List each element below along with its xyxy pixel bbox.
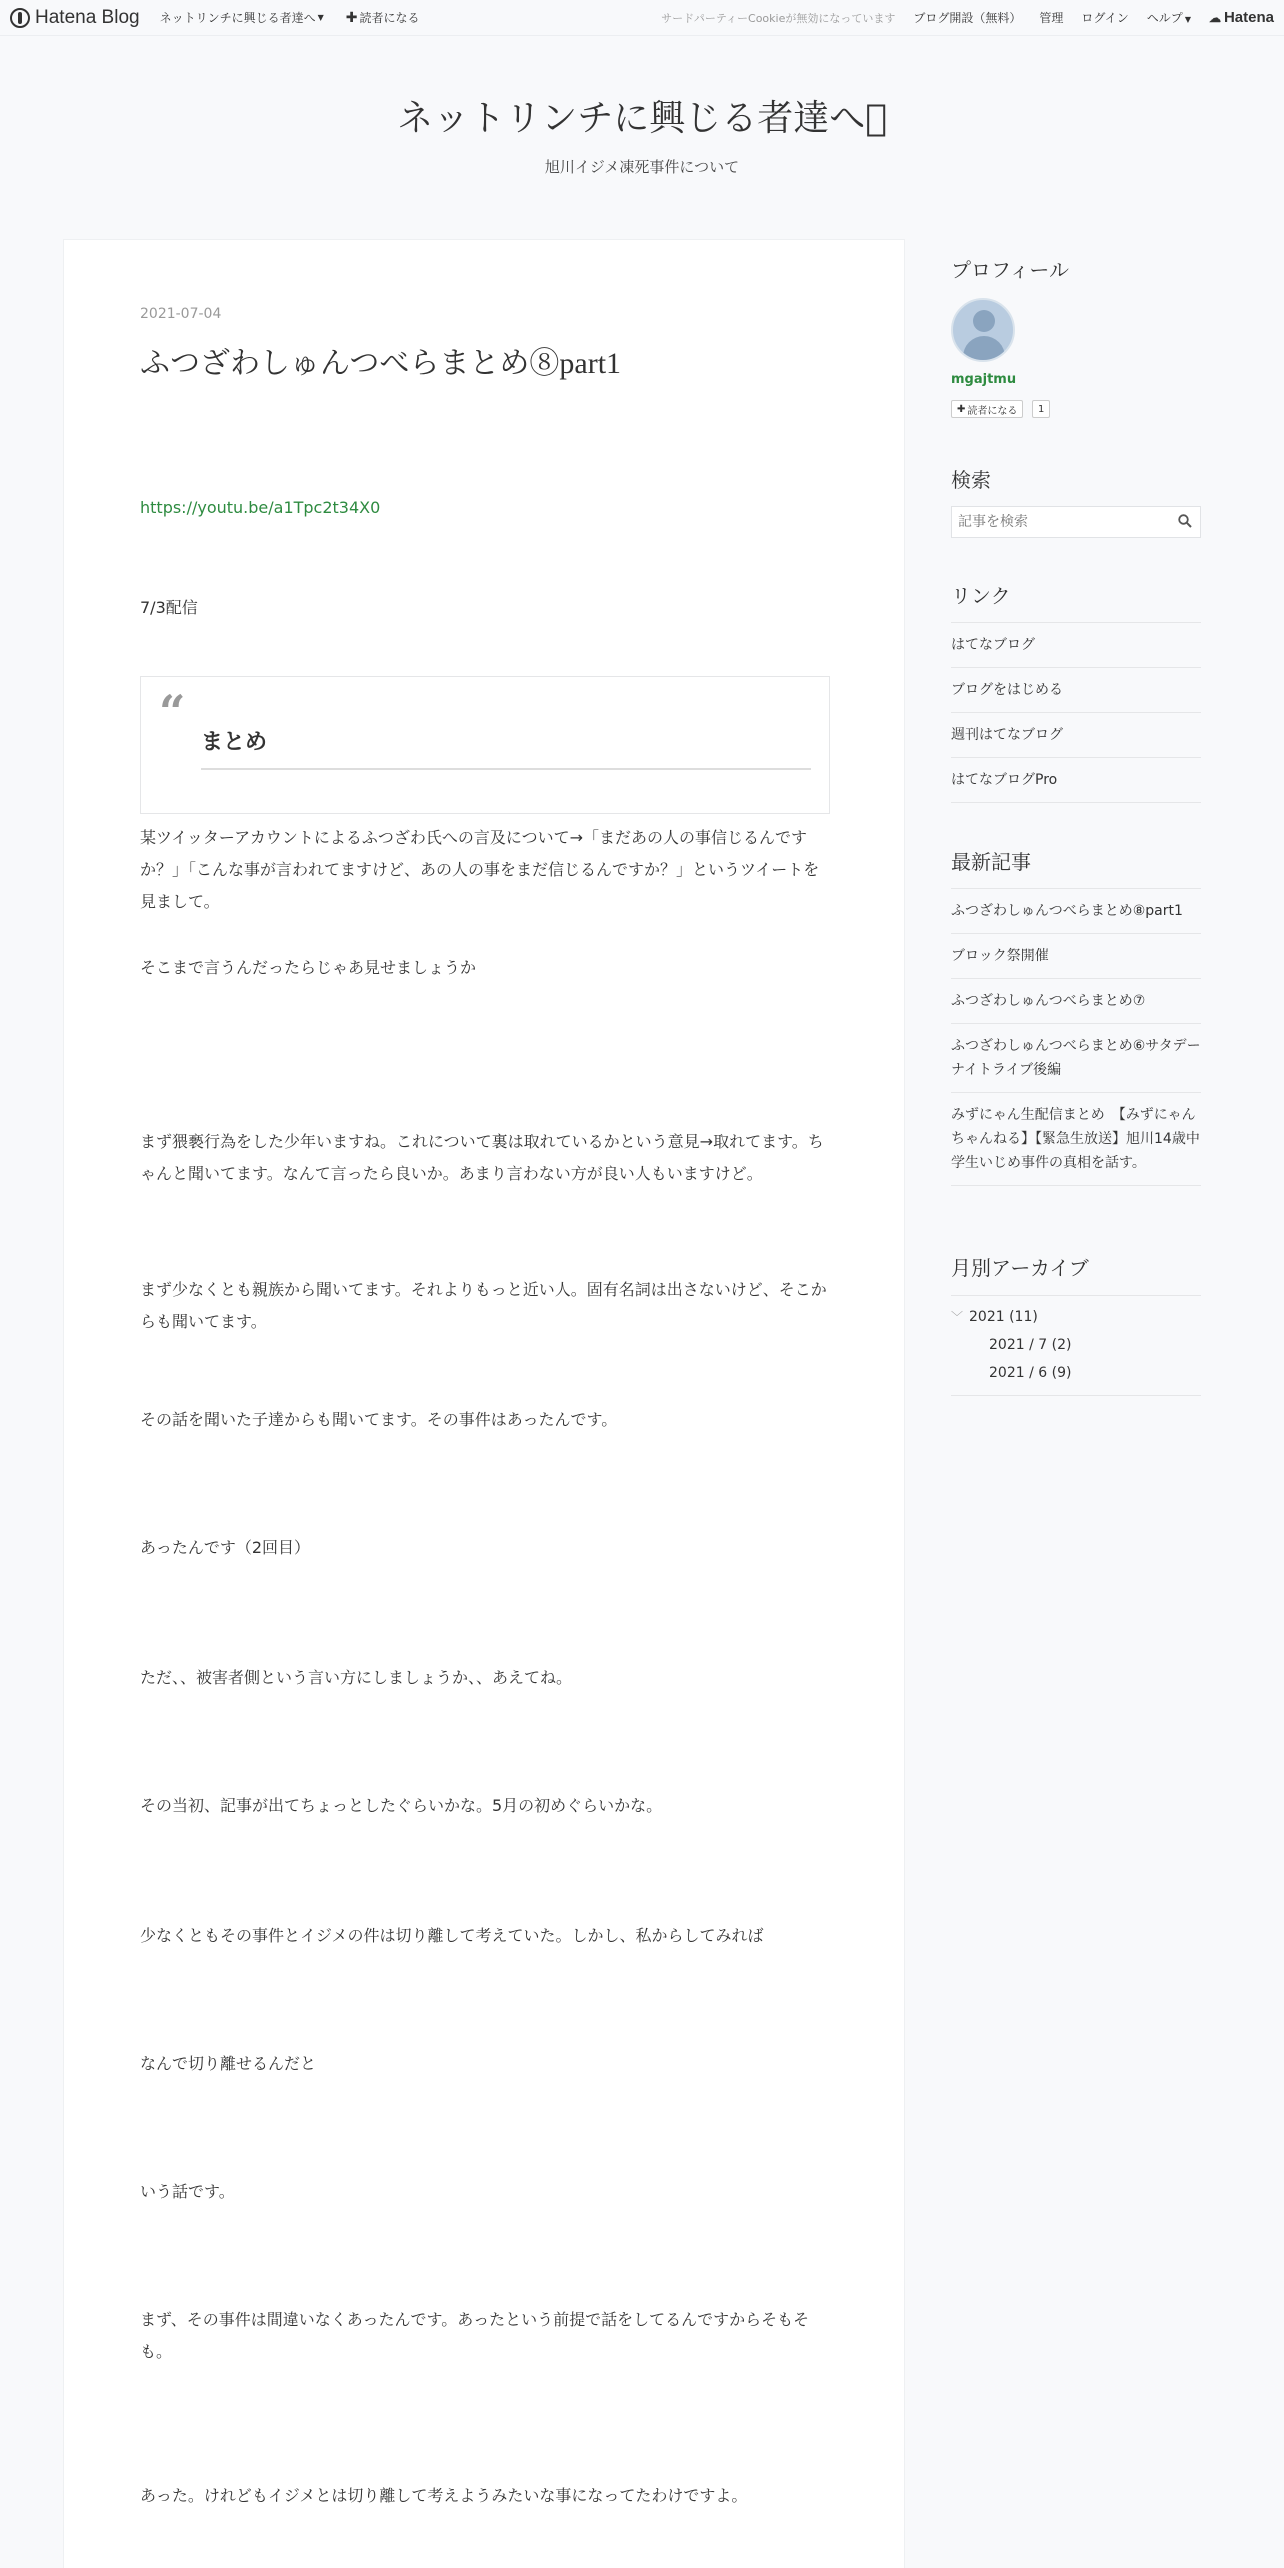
main-content: [63, 239, 905, 2568]
paragraph: その当初、記事が出てちょっとしたぐらいかな。5月の初めぐらいかな。: [140, 1796, 663, 1815]
quote-heading: まとめ: [201, 725, 811, 770]
subscriber-count[interactable]: 1: [1032, 400, 1050, 418]
broadcast-date: 7/3配信: [140, 598, 198, 617]
blog-title[interactable]: ネットリンチに興じる者達へ : [397, 98, 887, 139]
paragraph: その話を聞いた子達からも聞いてます。その事件はあったんです。: [140, 1410, 618, 1429]
search-title: 検索: [951, 468, 991, 492]
article-title[interactable]: ふつざわしゅんつべらまとめ⑧part1: [140, 347, 622, 380]
archive-month[interactable]: 2021 / 6 (9): [989, 1365, 1072, 1381]
sidebar: [951, 254, 1201, 1381]
paragraph: 某ツイッターアカウントによるふつざわ氏への言及について→「まだあの人の事信じるんですか？」「こんな事が言われてますけど、あの人の事をまだ信じるんですか？」というツイートを見まして。: [140, 828, 820, 911]
recent-item[interactable]: みずにゃん生配信まとめ 【みずにゃんちゃんねる】【緊急生放送】旭川14歳中学生いじめ事件の真相を話す。: [951, 1093, 1201, 1186]
link-item[interactable]: はてなブログ: [951, 623, 1201, 668]
chevron-down-icon[interactable]: ﹀: [951, 1310, 964, 1324]
paragraph: あった。けれどもイジメとは切り離して考えようみたいな事になってたわけですよ。: [140, 2486, 748, 2505]
hatena-blog-logo[interactable]: Hatena Blog: [10, 7, 140, 29]
avatar[interactable]: [951, 298, 1015, 362]
recent-item[interactable]: ふつざわしゅんつべらまとめ⑥サタデーナイトライブ後編: [951, 1024, 1201, 1093]
links-list: [951, 622, 1201, 803]
quote-icon: “: [159, 685, 186, 739]
links-title: リンク: [951, 584, 1011, 608]
profile-username[interactable]: mgajtmu: [951, 372, 1017, 387]
hatena-brand-link[interactable]: ☁ Hatena: [1208, 9, 1274, 26]
manage-link[interactable]: 管理: [1039, 11, 1064, 25]
youtube-link[interactable]: https://youtu.be/a1Tpc2t34X0: [140, 498, 381, 517]
archive-year[interactable]: ﹀ 2021 (11): [951, 1308, 1038, 1325]
archive-list: [951, 1295, 1201, 1396]
paragraph: 少なくともその事件とイジメの件は切り離して考えていた。しかし、私からしてみれば: [140, 1926, 764, 1945]
chevron-down-icon: ▼: [1184, 15, 1191, 24]
paragraph: まず少なくとも親族から聞いてます。それよりもっと近い人。固有名詞は出さないけど、そこからも聞いてます。: [140, 1280, 827, 1331]
global-header: [0, 0, 1284, 36]
recent-item[interactable]: ふつざわしゅんつべらまとめ⑦: [951, 979, 1201, 1024]
subscribe-link[interactable]: ✚ 読者になる: [345, 9, 420, 26]
subscribe-button[interactable]: ✚ 読者になる: [951, 400, 1023, 418]
recent-title: 最新記事: [951, 850, 1031, 874]
link-item[interactable]: ブログをはじめる: [951, 668, 1201, 713]
start-blog-link[interactable]: ブログ開設（無料）: [913, 11, 1022, 25]
article-date[interactable]: 2021-07-04: [140, 306, 222, 322]
recent-item[interactable]: ふつざわしゅんつべらまとめ⑧part1: [951, 889, 1201, 934]
paragraph: あったんです（2回目）: [140, 1538, 311, 1557]
archive-title: 月別アーカイブ: [951, 1256, 1089, 1280]
recent-item[interactable]: ブロック祭開催: [951, 934, 1201, 979]
search-icon[interactable]: [1178, 514, 1192, 528]
profile-title: プロフィール: [951, 258, 1069, 282]
article: [140, 306, 830, 2505]
archive-month[interactable]: 2021 / 7 (2): [989, 1337, 1072, 1353]
blog-description: 旭川イジメ凍死事件について: [544, 158, 740, 176]
cookie-notice: サードパーティーCookieが無効になっています: [661, 11, 896, 25]
hatena-cloud-icon: ☁: [1208, 10, 1221, 25]
paragraph: いう話です。: [140, 2182, 235, 2201]
plus-icon: ✚: [957, 403, 966, 415]
help-menu[interactable]: ヘルプ ▼: [1146, 11, 1191, 25]
blockquote: [140, 676, 830, 814]
recent-list: [951, 888, 1201, 1186]
link-item[interactable]: 週刊はてなブログ: [951, 713, 1201, 758]
blog-switcher[interactable]: ネットリンチに興じる者達へ ▼: [159, 11, 324, 25]
paragraph: なんで切り離せるんだと: [140, 2054, 317, 2073]
paragraph: ただ、、被害者側という言い方にしましょうか、、あえてね。: [140, 1668, 573, 1687]
search-input[interactable]: [958, 514, 1168, 530]
paragraph: まず、その事件は間違いなくあったんです。あったという前提で話をしてるんですからそもそも。: [140, 2310, 810, 2361]
paragraph: まず猥褻行為をした少年いますね。これについて裏は取れているかという意見→取れてます。ちゃんと聞いてます。なんて言ったら良いか。あまり言わない方が良い人もいますけど。: [140, 1132, 824, 1183]
login-link[interactable]: ログイン: [1081, 11, 1129, 25]
plus-icon: ✚: [345, 9, 358, 26]
chevron-down-icon: ▼: [317, 13, 324, 22]
hatena-logo-icon: [10, 8, 30, 28]
search-box: [951, 506, 1201, 538]
link-item[interactable]: はてなブログPro: [951, 758, 1201, 803]
paragraph: そこまで言うんだったらじゃあ見せましょうか: [140, 958, 477, 977]
